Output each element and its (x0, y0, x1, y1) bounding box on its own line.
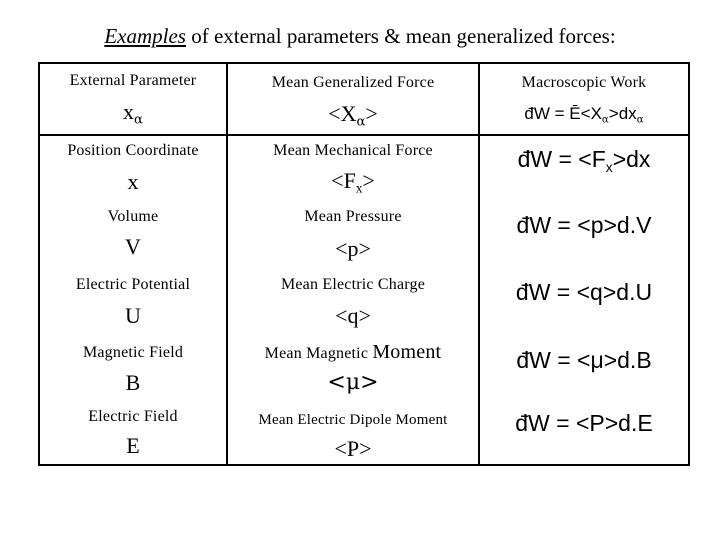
force-label: Mean Electric Charge (280, 276, 426, 293)
force-symbol: <q> (335, 303, 371, 328)
table-row-param (40, 403, 226, 464)
header-work-cell (480, 64, 688, 134)
table-row-work (480, 403, 688, 464)
title-emphasis: Examples (104, 24, 186, 48)
work-formula: đW = <μ>d.B (516, 347, 652, 373)
symbol-subscript: α (356, 114, 366, 130)
param-label: Electric Potential (75, 276, 191, 293)
symbol-subscript: x (355, 180, 363, 196)
force-label: Mean Mechanical Force (273, 142, 433, 159)
force-label: Mean Electric Dipole Moment (258, 412, 448, 428)
force-symbol (228, 168, 478, 197)
work-formula: đW = <p>d.V (516, 212, 652, 238)
header-param-symbol (40, 99, 226, 128)
symbol-pre: <F (331, 168, 356, 193)
force-symbol: <p> (335, 236, 371, 261)
table-row-force (228, 336, 478, 403)
param-symbol: V (125, 234, 141, 259)
symbol-post: > (362, 168, 375, 193)
param-label: Magnetic Field (82, 344, 184, 361)
param-symbol: U (125, 303, 141, 328)
param-label: Volume (107, 208, 159, 225)
table-row-param (40, 136, 226, 202)
parameters-table (38, 62, 690, 466)
table-row-work (480, 136, 688, 202)
formula-subscript: α (601, 114, 609, 126)
formula-post: >dx (612, 146, 651, 172)
symbol-post: > (365, 101, 378, 126)
force-label-emphasis: Moment (372, 341, 442, 363)
table-row-param (40, 202, 226, 269)
title-rest: of external parameters & mean generalized forces: (185, 24, 616, 48)
param-symbol: E (126, 433, 140, 458)
table-row-work (480, 336, 688, 403)
table-row-force (228, 403, 478, 464)
header-force-cell (228, 64, 478, 134)
header-param-label: External Parameter (69, 72, 197, 89)
formula-subscript: x (605, 159, 613, 175)
header-force-label: Mean Generalized Force (271, 74, 435, 91)
work-formula (480, 146, 688, 175)
table-row-param (40, 336, 226, 403)
force-label (228, 341, 478, 364)
table-row-force (228, 136, 478, 202)
param-label: Position Coordinate (67, 142, 199, 159)
work-formula: đW = <P>d.E (515, 410, 653, 436)
symbol-base: x (123, 99, 135, 124)
param-symbol: B (125, 370, 141, 395)
page-title (0, 24, 720, 49)
param-label: Electric Field (88, 408, 178, 425)
force-label-main: Mean Magnetic (264, 345, 369, 362)
table-row-force (228, 269, 478, 336)
formula-mid: >dx (608, 104, 637, 123)
table-row-work (480, 202, 688, 269)
symbol-pre: <X (328, 101, 357, 126)
header-param-cell (40, 64, 226, 134)
header-force-symbol (228, 101, 478, 130)
header-work-label: Macroscopic Work (521, 74, 647, 91)
symbol-subscript: α (134, 112, 143, 128)
header-work-formula (480, 104, 688, 126)
work-formula: đW = <q>d.U (515, 279, 653, 305)
formula-pre: đW = <F (517, 146, 606, 172)
formula-pre: đW = Ē<X (524, 104, 602, 123)
param-symbol: x (127, 169, 139, 194)
force-symbol: <μ> (327, 370, 379, 395)
force-symbol: <P> (334, 436, 372, 461)
table-row-work (480, 269, 688, 336)
force-label: Mean Pressure (304, 208, 402, 225)
formula-subscript: α (636, 114, 644, 126)
table-row-param (40, 269, 226, 336)
table-row-force (228, 202, 478, 269)
